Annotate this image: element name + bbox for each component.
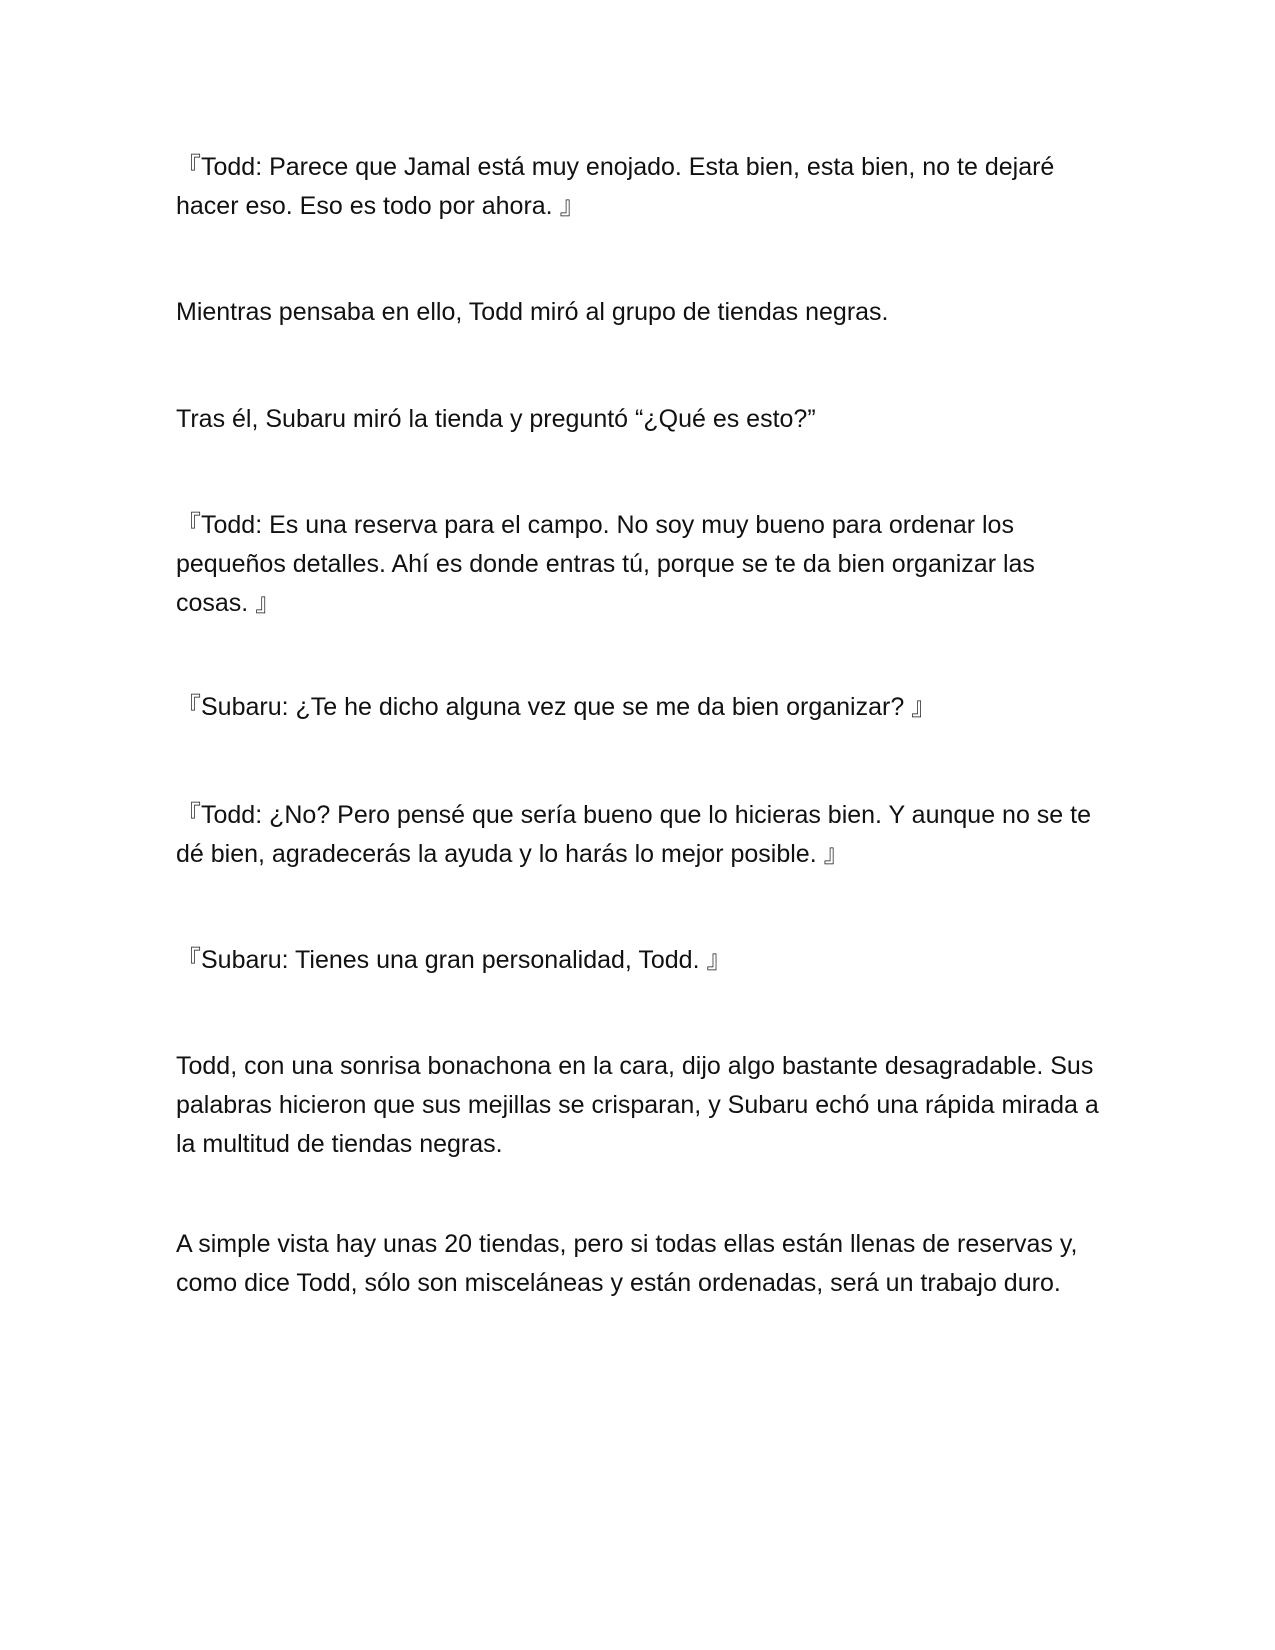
paragraph-todd-reserve: 『Todd: Es una reserva para el campo. No soy muy bueno para ordenar los pequeños detalles. Ahí es donde entras tú, porque se te da bien organizar las cosas. 』	[176, 511, 1035, 617]
paragraph-todd-smile: Todd, con una sonrisa bonachona en la cara, dijo algo bastante desagradable. Sus palabras hicieron que sus mejillas se crisparan, y Subaru echó una rápida mirada a la multitud de tiendas negras.	[176, 1052, 1099, 1158]
paragraph-subaru-organize: 『Subaru: ¿Te he dicho alguna vez que se me da bien organizar? 』	[176, 693, 937, 721]
paragraph-todd-no: 『Todd: ¿No? Pero pensé que sería bueno que lo hicieras bien. Y aunque no se te dé bien, agradecerás la ayuda y lo harás lo mejor posible. 』	[176, 801, 1091, 868]
paragraph-todd-looks: Mientras pensaba en ello, Todd miró al grupo de tiendas negras.	[176, 298, 889, 326]
paragraph-todd-jamal: 『Todd: Parece que Jamal está muy enojado. Esta bien, esta bien, no te dejaré hacer eso. Eso es todo por ahora. 』	[176, 153, 1055, 220]
paragraph-subaru-asks: Tras él, Subaru miró la tienda y preguntó “¿Qué es esto?”	[176, 405, 816, 433]
paragraph-subaru-personality: 『Subaru: Tienes una gran personalidad, Todd. 』	[176, 946, 732, 974]
paragraph-twenty-tents: A simple vista hay unas 20 tiendas, pero si todas ellas están llenas de reservas y, como dice Todd, sólo son misceláneas y están ordenadas, será un trabajo duro.	[176, 1230, 1078, 1297]
